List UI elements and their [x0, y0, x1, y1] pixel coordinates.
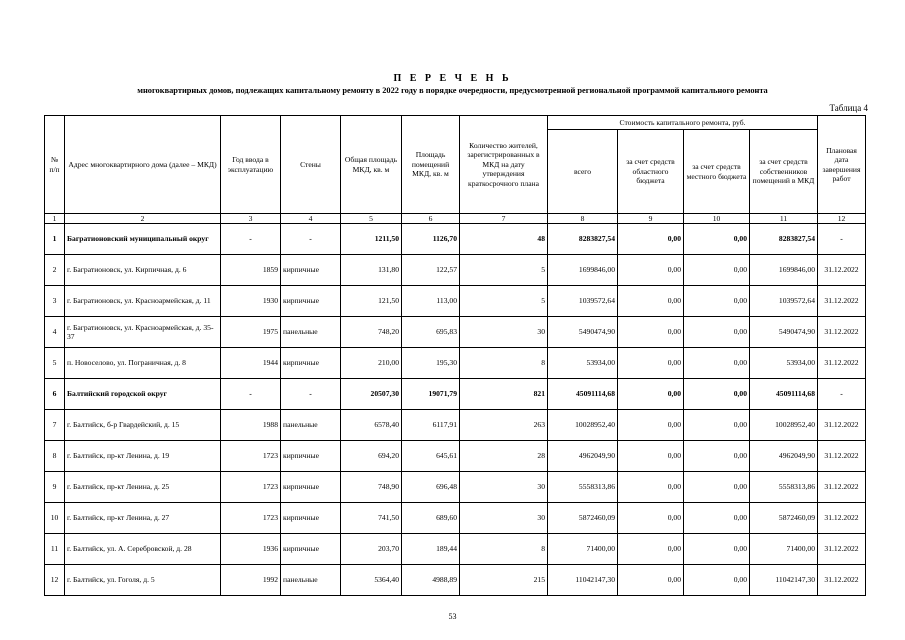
- cell-address: Багратионовский муниципальный округ: [65, 224, 221, 255]
- doc-subtitle: многоквартирных домов, подлежащих капитальному ремонту в 2022 году в порядке очередности, предусмотренной региональной программой капитального ремонта: [137, 86, 768, 95]
- cell-deadline: 31.12.2022: [818, 348, 866, 379]
- cell-owners: 1039572,64: [750, 286, 818, 317]
- cell-address: г. Балтийск, пр-кт Ленина, д. 27: [65, 503, 221, 534]
- cell-total: 5490474,90: [548, 317, 618, 348]
- cell-total-area: 1211,50: [341, 224, 402, 255]
- header-walls: Стены: [281, 116, 341, 214]
- cell-total: 4962049,90: [548, 441, 618, 472]
- cell-total: 1039572,64: [548, 286, 618, 317]
- cell-address: г. Багратионовск, ул. Красноармейская, д. 11: [65, 286, 221, 317]
- cell-regional: 0,00: [618, 317, 684, 348]
- cell-deadline: 31.12.2022: [818, 255, 866, 286]
- page-number: 53: [448, 612, 457, 621]
- cell-residents: 263: [460, 410, 548, 441]
- cell-walls: кирпичные: [281, 441, 341, 472]
- column-number: 6: [402, 214, 460, 224]
- cell-premises-area: 1126,70: [402, 224, 460, 255]
- cell-premises-area: 6117,91: [402, 410, 460, 441]
- cell-regional: 0,00: [618, 534, 684, 565]
- cell-residents: 48: [460, 224, 548, 255]
- table-row: [45, 441, 866, 472]
- cell-total-area: 20507,30: [341, 379, 402, 410]
- column-number: 9: [618, 214, 684, 224]
- cell-walls: панельные: [281, 565, 341, 596]
- cell-total: 5872460,09: [548, 503, 618, 534]
- cell-owners: 45091114,68: [750, 379, 818, 410]
- cell-premises-area: 695,83: [402, 317, 460, 348]
- header-local: за счет средств местного бюджета: [684, 130, 750, 214]
- cell-year: 1975: [221, 317, 281, 348]
- cell-owners: 5872460,09: [750, 503, 818, 534]
- cell-residents: 30: [460, 317, 548, 348]
- cell-year: 1988: [221, 410, 281, 441]
- cell-deadline: -: [818, 224, 866, 255]
- cell-year: 1723: [221, 503, 281, 534]
- cell-total-area: 203,70: [341, 534, 402, 565]
- cell-regional: 0,00: [618, 224, 684, 255]
- column-number: 11: [750, 214, 818, 224]
- column-number: 12: [818, 214, 866, 224]
- cell-n: 5: [45, 348, 65, 379]
- cell-regional: 0,00: [618, 379, 684, 410]
- cell-address: Балтийский городской округ: [65, 379, 221, 410]
- cell-deadline: 31.12.2022: [818, 472, 866, 503]
- cell-deadline: 31.12.2022: [818, 410, 866, 441]
- cell-n: 1: [45, 224, 65, 255]
- cell-walls: кирпичные: [281, 534, 341, 565]
- column-number: 2: [65, 214, 221, 224]
- table-row: [45, 255, 866, 286]
- table-body: [45, 224, 866, 596]
- cell-total-area: 121,50: [341, 286, 402, 317]
- cell-n: 9: [45, 472, 65, 503]
- cell-walls: панельные: [281, 317, 341, 348]
- cell-owners: 1699846,00: [750, 255, 818, 286]
- cell-total: 71400,00: [548, 534, 618, 565]
- cell-owners: 53934,00: [750, 348, 818, 379]
- cell-year: 1930: [221, 286, 281, 317]
- header-num: № п/п: [45, 116, 65, 214]
- column-number: 8: [548, 214, 618, 224]
- cell-n: 8: [45, 441, 65, 472]
- header-regional: за счет средств областного бюджета: [618, 130, 684, 214]
- cell-deadline: 31.12.2022: [818, 534, 866, 565]
- column-number: 7: [460, 214, 548, 224]
- cell-walls: кирпичные: [281, 286, 341, 317]
- cell-local: 0,00: [684, 379, 750, 410]
- cell-local: 0,00: [684, 348, 750, 379]
- cell-owners: 5490474,90: [750, 317, 818, 348]
- header-residents: Количество жителей, зарегистрированных в МКД на дату утверждения краткосрочного плана: [460, 116, 548, 214]
- cell-regional: 0,00: [618, 286, 684, 317]
- cell-regional: 0,00: [618, 472, 684, 503]
- cell-walls: кирпичные: [281, 348, 341, 379]
- cell-year: -: [221, 379, 281, 410]
- cell-residents: 30: [460, 503, 548, 534]
- cell-regional: 0,00: [618, 565, 684, 596]
- cell-total: 5558313,86: [548, 472, 618, 503]
- cell-year: 1936: [221, 534, 281, 565]
- cell-local: 0,00: [684, 255, 750, 286]
- cell-residents: 8: [460, 534, 548, 565]
- cell-premises-area: 645,61: [402, 441, 460, 472]
- cell-residents: 5: [460, 255, 548, 286]
- cell-total-area: 131,80: [341, 255, 402, 286]
- header-year: Год ввода в эксплуатацию: [221, 116, 281, 214]
- table-row: [45, 317, 866, 348]
- header-deadline: Плановая дата завершения работ: [818, 116, 866, 214]
- cell-local: 0,00: [684, 472, 750, 503]
- cell-address: г. Багратионовск, ул. Красноармейская, д. 35-37: [65, 317, 221, 348]
- group-row: [45, 224, 866, 255]
- cell-residents: 215: [460, 565, 548, 596]
- cell-regional: 0,00: [618, 441, 684, 472]
- cell-address: п. Новоселово, ул. Пограничная, д. 8: [65, 348, 221, 379]
- cell-premises-area: 113,00: [402, 286, 460, 317]
- cell-premises-area: 19071,79: [402, 379, 460, 410]
- cell-walls: кирпичные: [281, 503, 341, 534]
- cell-residents: 28: [460, 441, 548, 472]
- cell-year: 1992: [221, 565, 281, 596]
- column-number: 5: [341, 214, 402, 224]
- cell-owners: 5558313,86: [750, 472, 818, 503]
- cell-deadline: 31.12.2022: [818, 286, 866, 317]
- table-row: [45, 503, 866, 534]
- cell-residents: 30: [460, 472, 548, 503]
- column-number: 3: [221, 214, 281, 224]
- cell-address: г. Балтийск, пр-кт Ленина, д. 25: [65, 472, 221, 503]
- header-owners: за счет средств собственников помещений в МКД: [750, 130, 818, 214]
- cell-total-area: 6578,40: [341, 410, 402, 441]
- column-number: 1: [45, 214, 65, 224]
- cell-address: г. Балтийск, б-р Гвардейский, д. 15: [65, 410, 221, 441]
- cell-total: 1699846,00: [548, 255, 618, 286]
- table-row: [45, 534, 866, 565]
- cell-owners: 11042147,30: [750, 565, 818, 596]
- cell-deadline: 31.12.2022: [818, 565, 866, 596]
- cell-premises-area: 189,44: [402, 534, 460, 565]
- table-row: [45, 348, 866, 379]
- cell-regional: 0,00: [618, 503, 684, 534]
- column-number: 4: [281, 214, 341, 224]
- cell-owners: 4962049,90: [750, 441, 818, 472]
- cell-walls: панельные: [281, 410, 341, 441]
- cell-owners: 8283827,54: [750, 224, 818, 255]
- cell-n: 3: [45, 286, 65, 317]
- cell-local: 0,00: [684, 410, 750, 441]
- cell-owners: 10028952,40: [750, 410, 818, 441]
- cell-address: г. Багратионовск, ул. Кирпичная, д. 6: [65, 255, 221, 286]
- doc-title: П Е Р Е Ч Е Н Ь: [393, 73, 512, 84]
- cell-local: 0,00: [684, 286, 750, 317]
- cell-address: г. Балтийск, ул. А. Серебровской, д. 28: [65, 534, 221, 565]
- cell-n: 4: [45, 317, 65, 348]
- cell-n: 10: [45, 503, 65, 534]
- cell-deadline: 31.12.2022: [818, 503, 866, 534]
- cell-total-area: 694,20: [341, 441, 402, 472]
- header-premises-area: Площадь помещений МКД, кв. м: [402, 116, 460, 214]
- cell-premises-area: 122,57: [402, 255, 460, 286]
- cell-n: 2: [45, 255, 65, 286]
- table-label: Таблица 4: [829, 103, 868, 113]
- cell-walls: -: [281, 224, 341, 255]
- cell-residents: 8: [460, 348, 548, 379]
- cell-premises-area: 195,30: [402, 348, 460, 379]
- table-row: [45, 286, 866, 317]
- repair-table: [44, 115, 866, 596]
- header-total: всего: [548, 130, 618, 214]
- cell-deadline: 31.12.2022: [818, 441, 866, 472]
- cell-local: 0,00: [684, 503, 750, 534]
- cell-total-area: 748,90: [341, 472, 402, 503]
- cell-total-area: 748,20: [341, 317, 402, 348]
- header-total-area: Общая площадь МКД, кв. м: [341, 116, 402, 214]
- column-number: 10: [684, 214, 750, 224]
- cell-total: 11042147,30: [548, 565, 618, 596]
- cell-local: 0,00: [684, 224, 750, 255]
- cell-walls: кирпичные: [281, 472, 341, 503]
- cell-total: 8283827,54: [548, 224, 618, 255]
- cell-n: 6: [45, 379, 65, 410]
- cell-premises-area: 696,48: [402, 472, 460, 503]
- cell-year: 1723: [221, 441, 281, 472]
- header-cost-group: Стоимость капитального ремонта, руб.: [548, 116, 818, 130]
- cell-owners: 71400,00: [750, 534, 818, 565]
- cell-address: г. Балтийск, пр-кт Ленина, д. 19: [65, 441, 221, 472]
- cell-n: 11: [45, 534, 65, 565]
- cell-total-area: 741,50: [341, 503, 402, 534]
- column-number-row: [45, 214, 866, 224]
- cell-n: 12: [45, 565, 65, 596]
- cell-total-area: 210,00: [341, 348, 402, 379]
- cell-total: 53934,00: [548, 348, 618, 379]
- cell-premises-area: 689,60: [402, 503, 460, 534]
- cell-walls: кирпичные: [281, 255, 341, 286]
- cell-total-area: 5364,40: [341, 565, 402, 596]
- cell-address: г. Балтийск, ул. Гоголя, д. 5: [65, 565, 221, 596]
- cell-year: 1944: [221, 348, 281, 379]
- cell-residents: 5: [460, 286, 548, 317]
- cell-deadline: -: [818, 379, 866, 410]
- cell-deadline: 31.12.2022: [818, 317, 866, 348]
- cell-local: 0,00: [684, 565, 750, 596]
- cell-regional: 0,00: [618, 348, 684, 379]
- cell-year: 1723: [221, 472, 281, 503]
- table-row: [45, 472, 866, 503]
- cell-total: 45091114,68: [548, 379, 618, 410]
- table-row: [45, 565, 866, 596]
- header-address: Адрес многоквартирного дома (далее – МКД): [65, 116, 221, 214]
- cell-premises-area: 4988,89: [402, 565, 460, 596]
- cell-year: 1859: [221, 255, 281, 286]
- cell-walls: -: [281, 379, 341, 410]
- cell-residents: 821: [460, 379, 548, 410]
- table-row: [45, 410, 866, 441]
- cell-regional: 0,00: [618, 255, 684, 286]
- cell-local: 0,00: [684, 534, 750, 565]
- cell-total: 10028952,40: [548, 410, 618, 441]
- cell-regional: 0,00: [618, 410, 684, 441]
- cell-n: 7: [45, 410, 65, 441]
- cell-local: 0,00: [684, 317, 750, 348]
- group-row: [45, 379, 866, 410]
- cell-local: 0,00: [684, 441, 750, 472]
- cell-year: -: [221, 224, 281, 255]
